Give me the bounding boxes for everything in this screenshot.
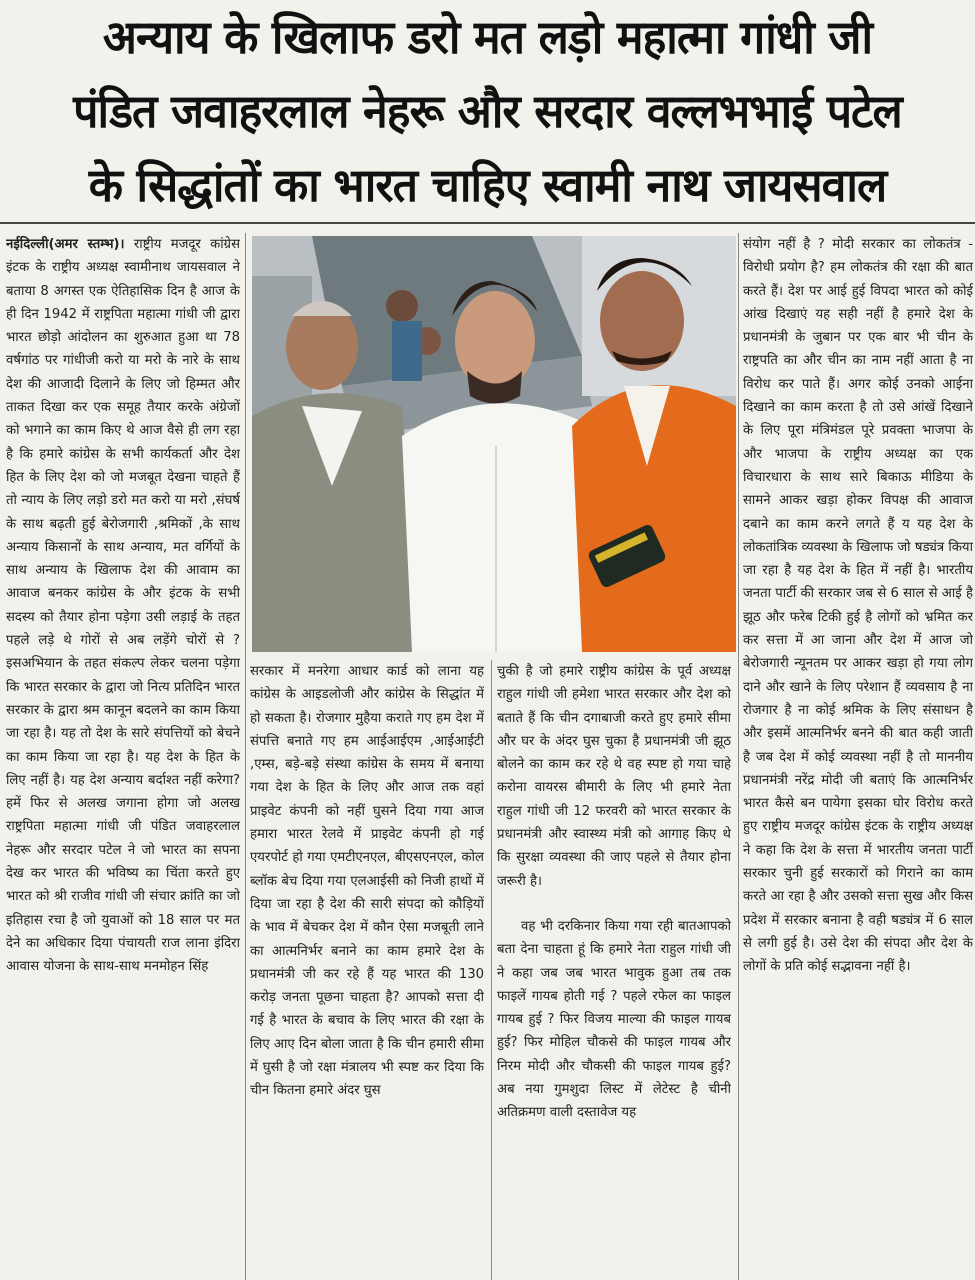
headline-rule xyxy=(0,222,975,224)
headline xyxy=(0,0,975,222)
news-photo xyxy=(252,236,736,652)
column-3-text: चुकी है जो हमारे राष्ट्रीय कांग्रेस के पूर्व अध्यक्ष राहुल गांधी जी हमेशा भारत सरकार और देश को बताते हैं कि चीन दगाबाजी करते हुए हमारे सीमा और घर के अंदर घुस चुका है प्रधानमंत्री जी झूठ बोलने का काम कर रहे थे वह स्पष्ट हो गया चाहे करोना वायरस बीमारी के लिए भी हमारे नेता राहुल गांधी जी 12 फरवरी को भारत सरकार के प्रधानमंत्री और स्वास्थ्य मंत्री को आगाह किए थे कि सुरक्षा व्यवस्था की जाए पहले से तैयार होना जरूरी है। xyxy=(497,664,731,889)
column-divider xyxy=(245,233,246,1280)
article-column-1 xyxy=(6,233,240,1280)
headline-line-1: अन्याय के खिलाफ डरो मत लड़ो महात्मा गांधी जी xyxy=(102,10,873,64)
column-divider xyxy=(738,233,739,1280)
column-divider xyxy=(491,660,492,1280)
article-column-2 xyxy=(250,660,484,1280)
dateline: नईदिल्ली(अमर स्तम्भ)। xyxy=(6,237,125,252)
column-2-text: सरकार में मनरेगा आधार कार्ड को लाना यह कांग्रेस के आइडलोजी और कांग्रेस के सिद्धांत में हो सकता है। रोजगार मुहैया कराते गए हम देश में संपत्ति बनाते गए हम आईआईएम ,आईआईटी ,एम्स, बड़े-बड़े संस्था कांग्रेस के समय में बनाया गया देश के हित के लिए और आज तक वहां प्राइवेट कंपनी को नहीं घुसने दिया गया आज हमारा भारत रेलवे में प्राइवेट कंपनी हो गई एयरपोर्ट हो गया एमटीएनएल, बीएसएनएल, कोल ब्लॉक बेच दिया गया एलआईसी को निजी हाथों में दिया जा रहा है देश की सारी संपदा को कौड़ियों के भाव में बेचकर देश में कौन ऐसा मजबूती लाने का आत्मनिर्भर बनाने का काम हमारे देश के प्रधानमंत्री जी कर रहे हैं यह भारत की 130 करोड़ जनता पूछना चाहता है? आपको सत्ता दी गई है भारत के बचाव के लिए भारत की रक्षा के लिए आए दिन बोला जाता है कि चीन हमारी सीमा में घुसी है जो रक्षा मंत्रालय भी स्पष्ट कर दिया कि चीन कितना हमारे अंदर घुस xyxy=(250,664,484,1099)
column-4-text: संयोग नहीं है ? मोदी सरकार का लोकतंत्र - विरोधी प्रयोग है? हम लोकतंत्र की रक्षा की बात करते हैं। देश पर आई हुई विपदा भारत को कोई आंख दिखाएं यह सही नहीं है हमारे देश के प्रधानमंत्री के जुबान पर एक बार भी चीन के राष्ट्रपति का और चीन का नाम नहीं आता है ना विरोध कर पाते हैं। अगर कोई उनको आईना दिखाने का काम करता है तो उसे आंखें दिखाने के लिए पूरा मंत्रिमंडल पूरे प्रवक्ता भाजपा के और भाजपा के राष्ट्रीय अध्यक्ष का एक विचारधारा के साथ सारे बिकाऊ मीडिया के सामने आकर खड़ा होकर विपक्ष की आवाज दबाने का काम करने लगते हैं य यह देश के लोकतांत्रिक व्यवस्था के खिलाफ जो षड्यंत्र किया जा रहा है यह देश के हित में नहीं है। भारतीय जनता पार्टी की सरकार जब से 6 साल से आई है झूठ और फरेब टिकी हुई है लोगों को भ्रमित कर कर सत्ता में आ जाना और देश में आज जो बेरोजगारी न्यूनतम पर आकर खड़ा हो गया लोग दाने और खाने के लिए परेशान हैं व्यवसाय है ना रोजगार है ना कोई श्रमिक के लिए संसाधन है और इसमें आत्मनिर्भर बनने की बात कही जाती है जब देश में कोई व्यवस्था नहीं है तो माननीय प्रधानमंत्री नरेंद्र मोदी जी बताएं कि आत्मनिर्भर भारत कैसे बन पायेगा इसका घोर विरोध करते हुए राष्ट्रीय मजदूर कांग्रेस इंटक के राष्ट्रीय अध्यक्ष ने कहा कि देश के सत्ता में भारतीय जनता पार्टी सरकार चुनी हुई सरकारों को गिराने का काम करते आ रहा है और उसको सत्ता सुख और किस प्रदेश में सरकार बनाना है वही षड्यंत्र में 6 साल से लगी हुई है। उसे देश की संपदा और देश के लोगों के प्रति कोई सद्भावना नहीं है। xyxy=(743,237,973,975)
article-column-3 xyxy=(497,660,731,1280)
column-1-text: राष्ट्रीय मजदूर कांग्रेस इंटक के राष्ट्रीय अध्यक्ष स्वामीनाथ जायसवाल ने बताया 8 अगस्त एक ऐतिहासिक दिन है आज के ही दिन 1942 में राष्ट्रपिता महात्मा गांधी जी द्वारा भारत छोड़ो आंदोलन का शुरुआत हुआ था 78 वर्षगांठ पर गांधीजी करो या मरो के नारे के साथ देश की आजादी दिलाने के लिए जो हिम्मत और ताकत दिखा कर एक समूह तैयार करके अंग्रेजों को भगाने का काम किए थे आज वैसे ही लग रहा है कि हमारे कांग्रेस के सभी कार्यकर्ता और देश हित के लिए देश को जो मजबूत देखना चाहते हैं तो न्याय के लिए लड़ो डरो मत करो या मरो ,संघर्ष के साथ बढ़ती हुई बेरोजगारी ,श्रमिकों ,के साथ अन्याय किसानों के साथ अन्याय, मत वर्गियों के साथ अन्याय के खिलाफ देश की आवाम का आवाज बनकर कांग्रेस के और इंटक के सभी सदस्य को तैयार होना पड़ेगा उसी लड़ाई के तहत पहले लड़े थे गोरों से अब लड़ेंगे चोरों से ? इसअभियान के तहत संकल्प लेकर चलना पड़ेगा कि भारत सरकार के द्वारा जो नित्य प्रतिदिन भारत सरकार के द्वारा श्रम कानून बदलने का काम किया जा रहा है। यह तो देश के सारे संपत्तियों को बेचने का काम किया जा रहा है। यह देश के हित के लिए नहीं है। यह देश अन्याय बर्दाश्त नहीं करेगा? हमें फिर से अलख जगाना होगा जो अलख राष्ट्रपिता महात्मा गांधी जी पंडित जवाहरलाल नेहरू और सरदार पटेल ने जो भारत का सपना देख कर भारत की भविष्य का चिंता करते हुए भारत को श्री राजीव गांधी जी संचार क्रांति का जो इतिहास रचा है जो युवाओं को 18 साल पर मत देने का अधिकार दिया पंचायती राज लाना इंदिरा आवास योजना के साथ-साथ मनमोहन सिंह xyxy=(6,237,240,975)
headline-line-2: पंडित जवाहरलाल नेहरू और सरदार वल्लभभाई पटेल xyxy=(73,84,902,138)
headline-line-3: के सिद्धांतों का भारत चाहिए स्वामी नाथ जायसवाल xyxy=(88,158,887,212)
column-3-text-2: वह भी दरकिनार किया गया रही बातआपको बता देना चाहता हूं कि हमारे नेता राहुल गांधी जी ने कहा जब जब भारत भावुक हुआ तब तक फाइलें गायब होती गई ? पहले रफेल का फाइल गायब हुई ? फिर विजय माल्या की फाइल गायब हुई? फिर मोहिल चौकसे की फाइल गायब और निरम मोदी और चौकसी की फाइल गायब हुई? अब नया गुमशुदा लिस्ट में लेटेस्ट है चीनी अतिक्रमण वाली दस्तावेज यह xyxy=(497,918,731,1121)
article-column-4 xyxy=(743,233,973,1280)
